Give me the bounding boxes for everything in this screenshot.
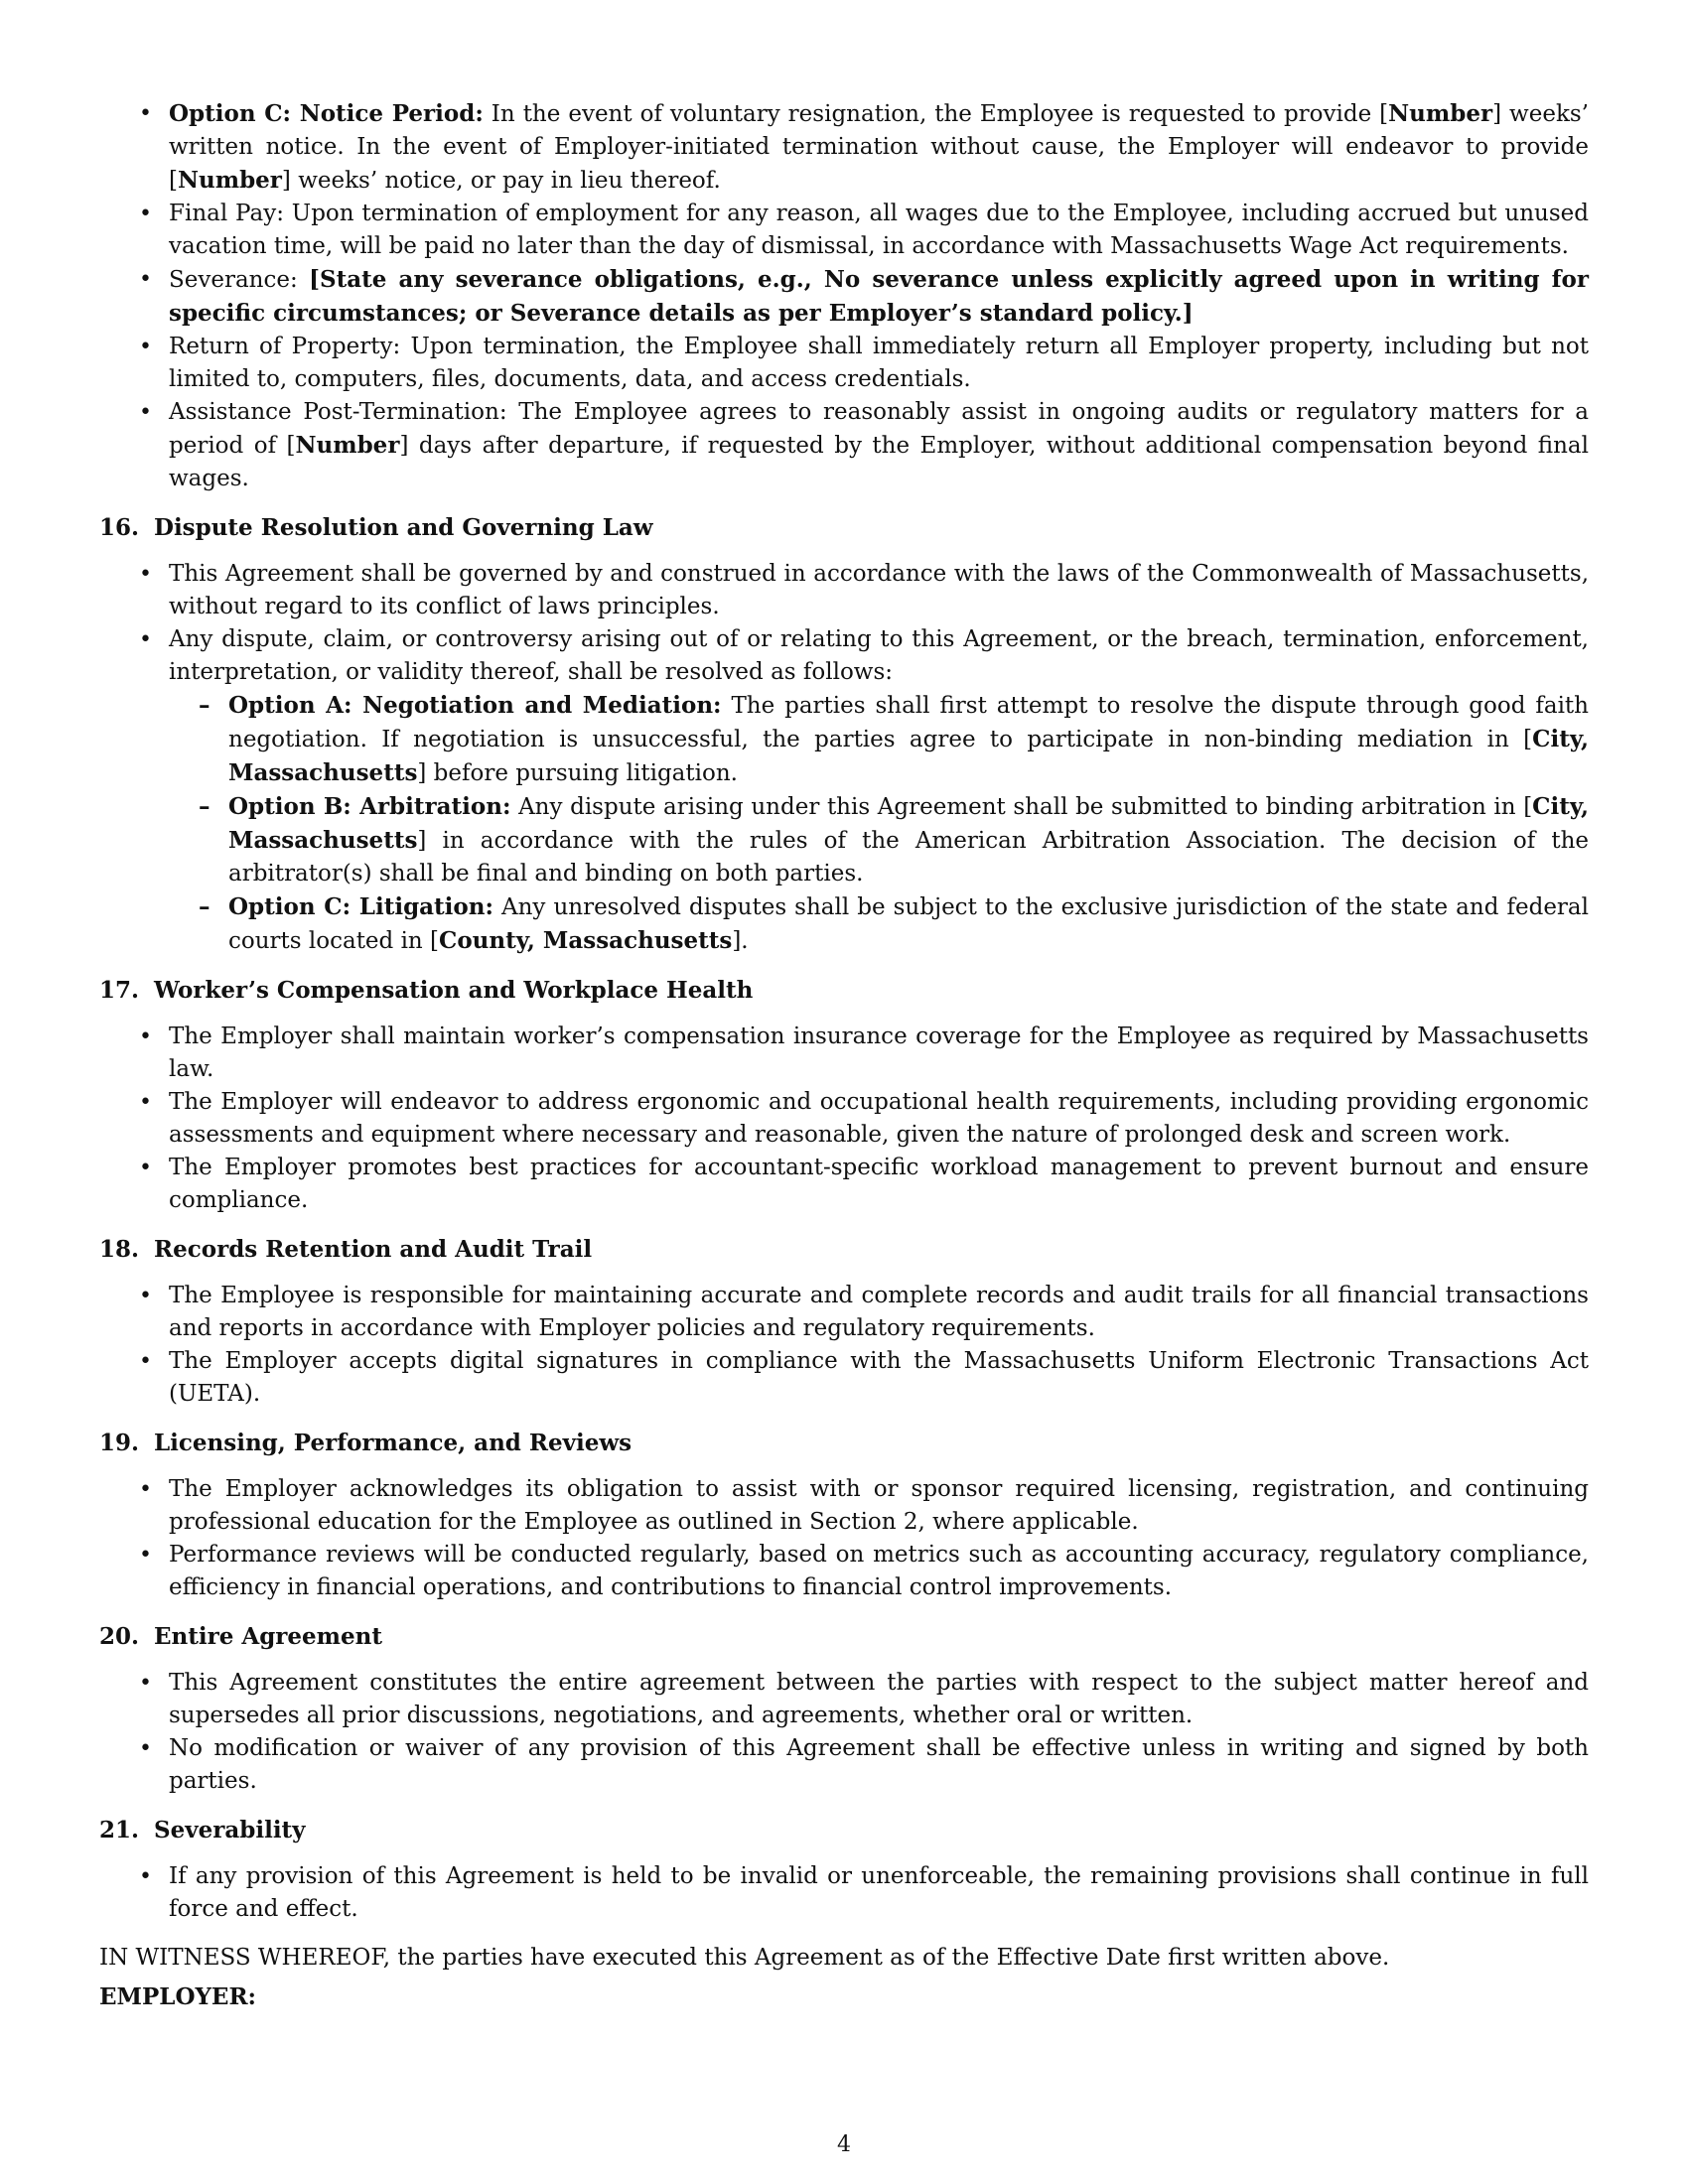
list-item: • This Agreement constitutes the entire agreement between the parties with respect to the subject matter hereof and supersedes all prior discussions, negotiations, and agreements, whether oral or written.	[99, 1667, 1589, 1732]
section-20-list	[99, 1667, 1589, 1798]
section-heading-19: 19. Licensing, Performance, and Reviews	[99, 1430, 633, 1456]
option-b-item: – Option B: Arbitration: Any dispute arising under this Agreement shall be submitted to binding arbitration in [City, Massachusetts] in accordance with the rules of the American Arbitration Association. The decision of the arbitrator(s) shall be final and binding on both parties.	[169, 790, 1589, 890]
section-18-list	[99, 1280, 1589, 1411]
list-item: • This Agreement shall be governed by and construed in accordance with the laws of the Commonwealth of Massachusetts, without regard to its conflict of laws principles.	[99, 558, 1589, 623]
list-item: • If any provision of this Agreement is held to be invalid or unenforceable, the remaining provisions shall continue in full force and effect.	[99, 1860, 1589, 1926]
list-item-final-pay: • Final Pay: Upon termination of employment for any reason, all wages due to the Employee, including accrued but unused vacation time, will be paid no later than the day of dismissal, in accordance with Massachusetts Wage Act requirements.	[99, 198, 1589, 263]
list-item-assistance: • Assistance Post-Termination: The Employee agrees to reasonably assist in ongoing audits or regulatory matters for a period of [Number] days after departure, if requested by the Employer, without additional compensation beyond final wages.	[99, 396, 1589, 495]
section-heading-17: 17. Worker’s Compensation and Workplace Health	[99, 977, 754, 1004]
option-label: Option C: Notice Period:	[169, 100, 484, 127]
list-item: • The Employer promotes best practices for accountant-specific workload management to prevent burnout and ensure compliance.	[99, 1152, 1589, 1217]
section-heading-21: 21. Severability	[99, 1817, 306, 1843]
section-heading-18: 18. Records Retention and Audit Trail	[99, 1236, 593, 1263]
section-17-list	[99, 1021, 1589, 1217]
list-item: • The Employer accepts digital signatures in compliance with the Massachusetts Uniform Electronic Transactions Act (UETA).	[99, 1345, 1589, 1411]
employer-signature-label: EMPLOYER:	[99, 1983, 257, 2010]
list-item: • Performance reviews will be conducted regularly, based on metrics such as accounting accuracy, regulatory compliance, efficiency in financial operations, and contributions to financial control improvements.	[99, 1539, 1589, 1604]
dispute-options-list	[169, 689, 1589, 958]
page-number: 4	[837, 2132, 851, 2157]
document-page	[99, 97, 1589, 2013]
list-item: • Any dispute, claim, or controversy arising out of or relating to this Agreement, or the breach, termination, enforcement, interpretation, or validity thereof, shall be resolved as follows: – Option A: Negotiation and Mediation: The parties shall first attempt to resolve the dispute through good faith negotiation. If negotiation is unsuccessful, the parties agree to participate in non-binding mediation in [City, Massachusetts] before pursuing litigation. – Option B: Arbitration: Any dispute arising under this Agreement shall be submitted to binding arbitration in [City, Massachusetts] in accordance with the rules of the American Arbitration Association. The decision of the arbitrator(s) shall be final and binding on both parties. – Option C: Litigation: Any unresolved disputes shall be subject to the exclusive jurisdiction of the state and federal courts located in [County, Massachusetts].	[99, 623, 1589, 958]
list-item: • The Employer will endeavor to address ergonomic and occupational health requirements, including providing ergonomic assessments and equipment where necessary and reasonable, given the nature of prolonged desk and screen work.	[99, 1086, 1589, 1152]
list-item: • The Employee is responsible for maintaining accurate and complete records and audit trails for all financial transactions and reports in accordance with Employer policies and regulatory requirements.	[99, 1280, 1589, 1345]
section-21-list	[99, 1860, 1589, 1926]
section-16-list	[99, 558, 1589, 958]
list-item-severance: • Severance: [State any severance obligations, e.g., No severance unless explicitly agreed upon in writing for specific circumstances; or Severance details as per Employer’s standard policy.]	[99, 263, 1589, 331]
list-item: • The Employer shall maintain worker’s compensation insurance coverage for the Employee as required by Massachusetts law.	[99, 1021, 1589, 1086]
option-c-item: – Option C: Litigation: Any unresolved disputes shall be subject to the exclusive jurisdiction of the state and federal courts located in [County, Massachusetts].	[169, 890, 1589, 958]
list-item: • The Employer acknowledges its obligation to assist with or sponsor required licensing, registration, and continuing professional education for the Employee as outlined in Section 2, where applicable.	[99, 1473, 1589, 1539]
list-item: • No modification or waiver of any provision of this Agreement shall be effective unless in writing and signed by both parties.	[99, 1732, 1589, 1798]
list-item-notice-period: • Option C: Notice Period: In the event of voluntary resignation, the Employee is requested to provide [Number] weeks’ written notice. In the event of Employer-initiated termination without cause, the Employer will endeavor to provide [Number] weeks’ notice, or pay in lieu thereof.	[99, 97, 1589, 198]
list-item-return-of-property: • Return of Property: Upon termination, the Employee shall immediately return all Employer property, including but not limited to, computers, files, documents, data, and access credentials.	[99, 331, 1589, 396]
section-heading-16: 16. Dispute Resolution and Governing Law	[99, 514, 653, 541]
witness-clause: IN WITNESS WHEREOF, the parties have executed this Agreement as of the Effective Date first written above.	[99, 1945, 1390, 1971]
section-19-list	[99, 1473, 1589, 1604]
section-heading-20: 20. Entire Agreement	[99, 1623, 382, 1650]
termination-bullet-list	[99, 97, 1589, 495]
option-a-item: – Option A: Negotiation and Mediation: The parties shall first attempt to resolve the dispute through good faith negotiation. If negotiation is unsuccessful, the parties agree to participate in non-binding mediation in [City, Massachusetts] before pursuing litigation.	[169, 689, 1589, 790]
